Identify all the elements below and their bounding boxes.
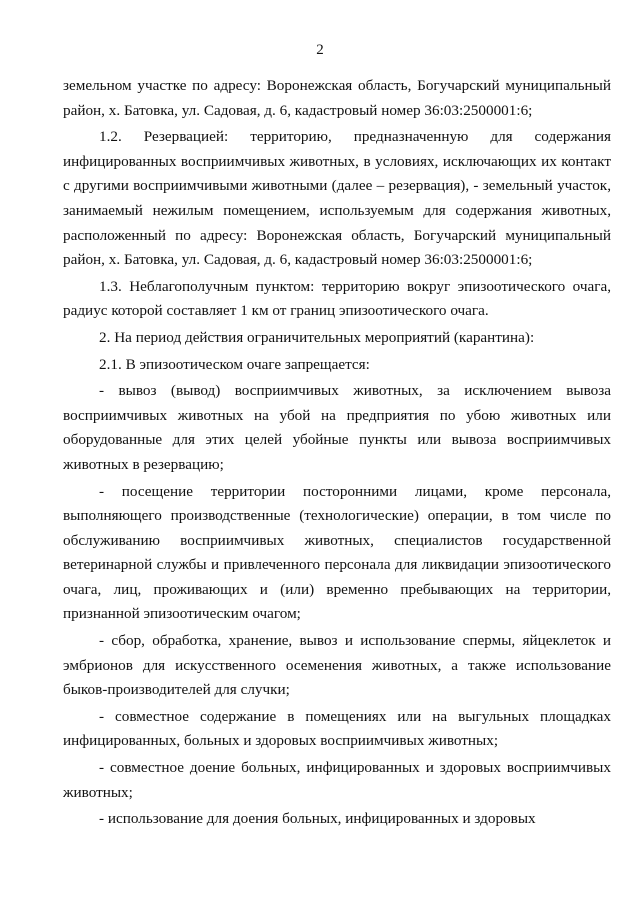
paragraph-0: земельном участке по адресу: Воронежская область, Богучарский муниципальный район, х. Батовка, ул. Садовая, д. 6, кадастровый номер 36:03:2500001:6; xyxy=(63,77,611,119)
paragraph-5: - вывоз (вывод) восприимчивых животных, за исключением вывоза восприимчивых животных на убой на предприятия по убою животных или оборудованные для этих целей убойные пункты или вывоза восприимчивых животных в резервацию; xyxy=(63,382,611,473)
paragraph-9: - совместное доение больных, инфицированных и здоровых восприимчивых животных; xyxy=(63,759,611,801)
paragraph-6: - посещение территории посторонними лицами, кроме персонала, выполняющего производственные (технологические) операции, в том числе по обслуживанию восприимчивых животных, специалистов государственной ветеринарной службы и привлеченного персонала для ликвидации эпизоотического очага, лиц, проживающих и (или) временно пребывающих на территории, признанной эпизоотическим очагом; xyxy=(63,482,611,623)
document-body xyxy=(63,74,611,832)
paragraph-7: - сбор, обработка, хранение, вывоз и использование спермы, яйцеклеток и эмбрионов для искусственного осеменения животных, а также использование быков-производителей для случки; xyxy=(63,632,611,699)
page-number: 2 xyxy=(316,42,324,58)
paragraph-8: - совместное содержание в помещениях или на выгульных площадках инфицированных, больных и здоровых восприимчивых животных; xyxy=(63,707,611,750)
paragraph-1: 1.2. Резервацией: территорию, предназначенную для содержания инфицированных восприимчивых животных, в условиях, исключающих их контакт с другими восприимчивыми животными (далее – резервация), - земельный участок, занимаемый нежилым помещением, используемым для содержания животных, расположенный по адресу: Воронежская область, Богучарский муниципальный район, х. Батовка, ул. Садовая, д. 6, кадастровый номер 36:03:2500001:6; xyxy=(63,128,611,269)
paragraph-3: 2. На период действия ограничительных мероприятий (карантина): xyxy=(99,328,535,346)
paragraph-4: 2.1. В эпизоотическом очаге запрещается: xyxy=(99,355,370,373)
paragraph-10: - использование для доения больных, инфицированных и здоровых xyxy=(99,810,536,828)
paragraph-2: 1.3. Неблагополучным пунктом: территорию вокруг эпизоотического очага, радиус которой составляет 1 км от границ эпизоотического очага. xyxy=(63,277,611,320)
